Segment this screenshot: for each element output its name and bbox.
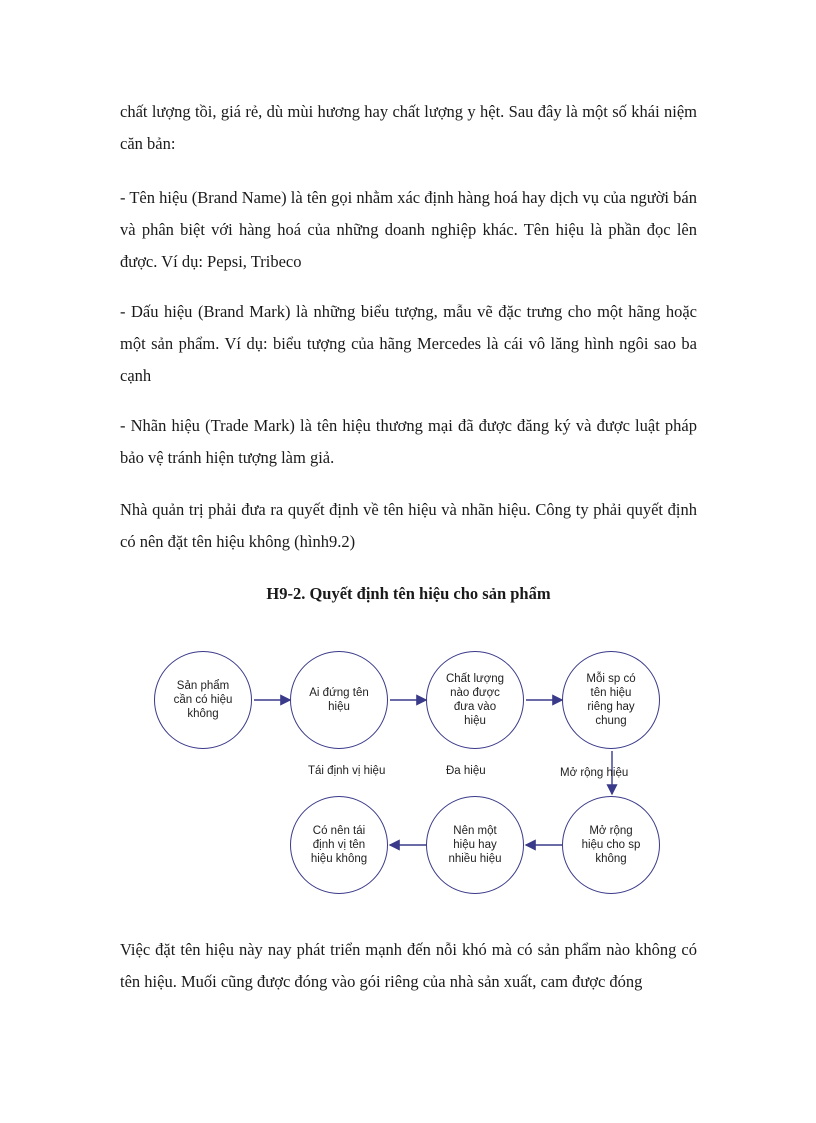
brand-decision-diagram: [140, 636, 680, 906]
paragraph-brand-mark: - Dấu hiệu (Brand Mark) là những biểu tượng, mẫu vẽ đặc trưng cho một hãng hoặc một sản phẩm. Ví dụ: biểu tượng của hãng Mercedes là cái vô lăng hình ngôi sao ba cạnh: [120, 302, 697, 385]
paragraph-branding-trend: Việc đặt tên hiệu này nay phát triển mạnh đến nỗi khó mà có sản phẩm nào không có tên hiệu. Muối cũng được đóng vào gói riêng của nhà sản xuất, cam được đóng: [120, 940, 697, 991]
node-individual-or-family: Mỗi sp có tên hiệu riêng hay chung: [562, 651, 660, 749]
node-who-owns-brand: Ai đứng tên hiệu: [290, 651, 388, 749]
figure-caption: H9-2. Quyết định tên hiệu cho sản phẩm: [266, 584, 551, 603]
node-brand-extension: Mở rộng hiệu cho sp không: [562, 796, 660, 894]
label-repositioning: Tái định vị hiệu: [308, 765, 386, 777]
node-repositioning: Có nên tái định vị tên hiệu không: [290, 796, 388, 894]
paragraph-decision: Nhà quản trị phải đưa ra quyết định về tên hiệu và nhãn hiệu. Công ty phải quyết định có nên đặt tên hiệu không (hình9.2): [120, 500, 697, 551]
label-brand-extension: Mở rộng hiệu: [560, 767, 629, 779]
node-brand-quality: Chất lượng nào được đưa vào hiệu: [426, 651, 524, 749]
node-need-brand: Sản phẩm cần có hiệu không: [154, 651, 252, 749]
node-single-or-multi-brand: Nên một hiệu hay nhiều hiệu: [426, 796, 524, 894]
label-multibrand: Đa hiệu: [446, 765, 486, 777]
paragraph-trade-mark: - Nhãn hiệu (Trade Mark) là tên hiệu thương mại đã được đăng ký và được luật pháp bảo vệ tránh hiện tượng làm giả.: [120, 416, 697, 467]
paragraph-brand-name: - Tên hiệu (Brand Name) là tên gọi nhằm xác định hàng hoá hay dịch vụ của người bán và phân biệt với hàng hoá của những doanh nghiệp khác. Tên hiệu là phần đọc lên được. Ví dụ: Pepsi, Tribeco: [120, 188, 697, 271]
paragraph-intro: chất lượng tồi, giá rẻ, dù mùi hương hay chất lượng y hệt. Sau đây là một số khái niệm căn bản:: [120, 102, 697, 153]
